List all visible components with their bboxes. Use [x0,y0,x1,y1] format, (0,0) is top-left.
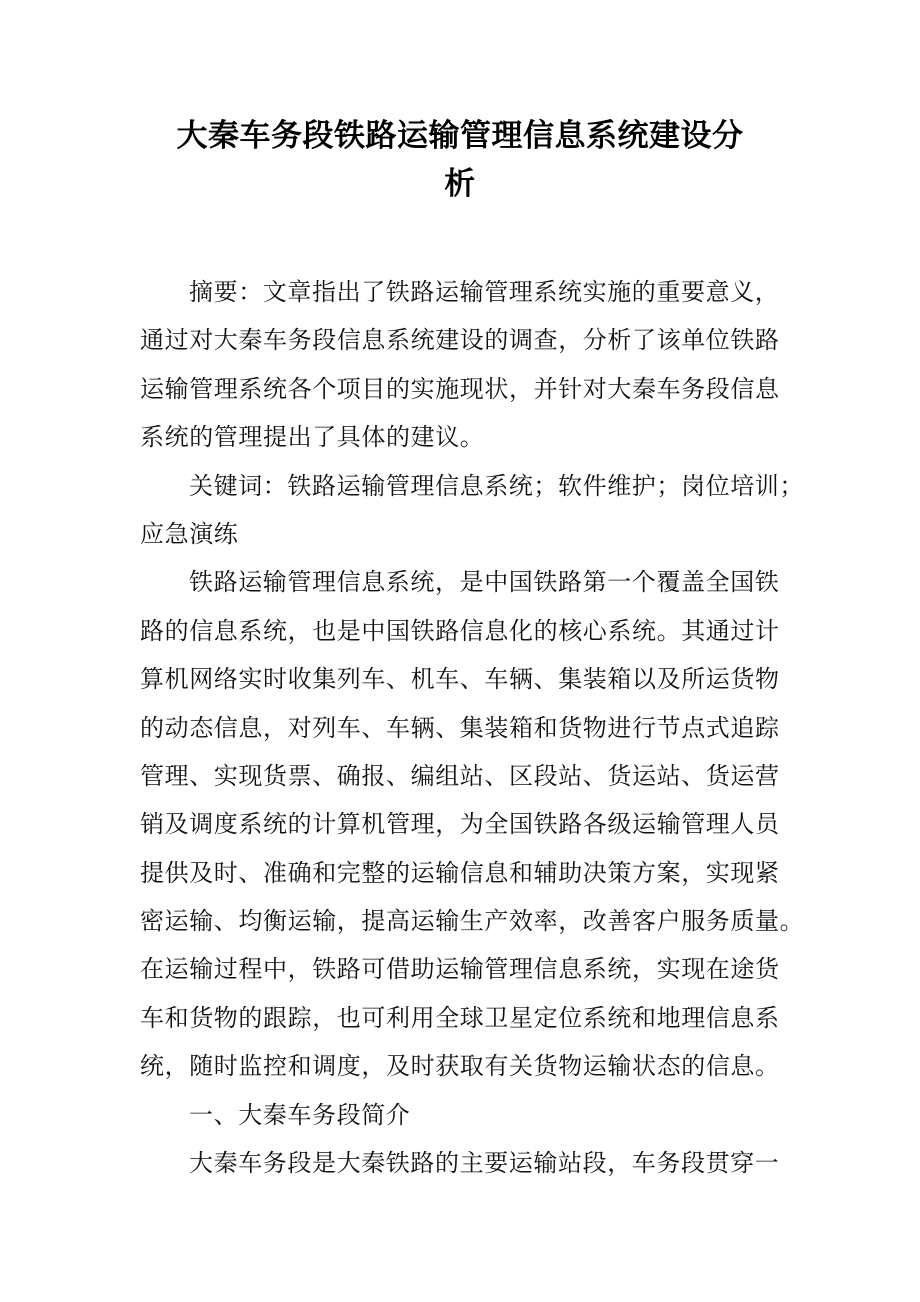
text-line: 密运输、均衡运输，提高运输生产效率，改善客户服务质量。 [140,907,805,936]
text-line: 销及调度系统的计算机管理，为全国铁路各级运输管理人员 [140,810,780,839]
abstract-paragraph [140,268,785,462]
text-line: 提供及时、准确和完整的运输信息和辅助决策方案，实现紧 [140,858,780,887]
text-line: 通过对大秦车务段信息系统建设的调查，分析了该单位铁路 [140,326,780,355]
text-line: 关键词：铁路运输管理信息系统；软件维护；岗位培训； [189,471,804,500]
text-line: 的动态信息，对列车、车辆、集装箱和货物进行节点式追踪 [140,713,780,742]
keywords-paragraph [140,462,804,559]
section-paragraph [140,1139,785,1187]
section-heading-text: 一、大秦车务段简介 [189,1100,411,1129]
text-line: 车和货物的跟踪，也可利用全球卫星定位系统和地理信息系 [140,1003,780,1032]
text-line: 应急演练 [140,519,239,548]
document-title [130,112,790,208]
text-line: 统，随时监控和调度，及时获取有关货物运输状态的信息。 [140,1052,780,1081]
document-body [140,268,805,1187]
intro-paragraph [140,558,805,1090]
section-heading [140,1091,785,1139]
text-line: 铁路运输管理信息系统，是中国铁路第一个覆盖全国铁 [189,568,780,597]
text-line: 摘要：文章指出了铁路运输管理系统实施的重要意义， [189,278,780,306]
text-line: 在运输过程中，铁路可借助运输管理信息系统，实现在途货 [140,955,780,984]
text-line: 算机网络实时收集列车、机车、车辆、集装箱以及所运货物 [140,665,780,694]
title-line: 析 [444,166,476,202]
text-line: 路的信息系统，也是中国铁路信息化的核心系统。其通过计 [140,616,780,645]
text-line: 运输管理系统各个项目的实施现状，并针对大秦车务段信息 [140,374,780,403]
text-line: 管理、实现货票、确报、编组站、区段站、货运站、货运营 [140,761,780,790]
text-line: 大秦车务段是大秦铁路的主要运输站段，车务段贯穿一 [189,1149,780,1178]
text-line: 系统的管理提出了具体的建议。 [140,423,485,452]
title-line: 大秦车务段铁路运输管理信息系统建设分 [176,118,744,154]
